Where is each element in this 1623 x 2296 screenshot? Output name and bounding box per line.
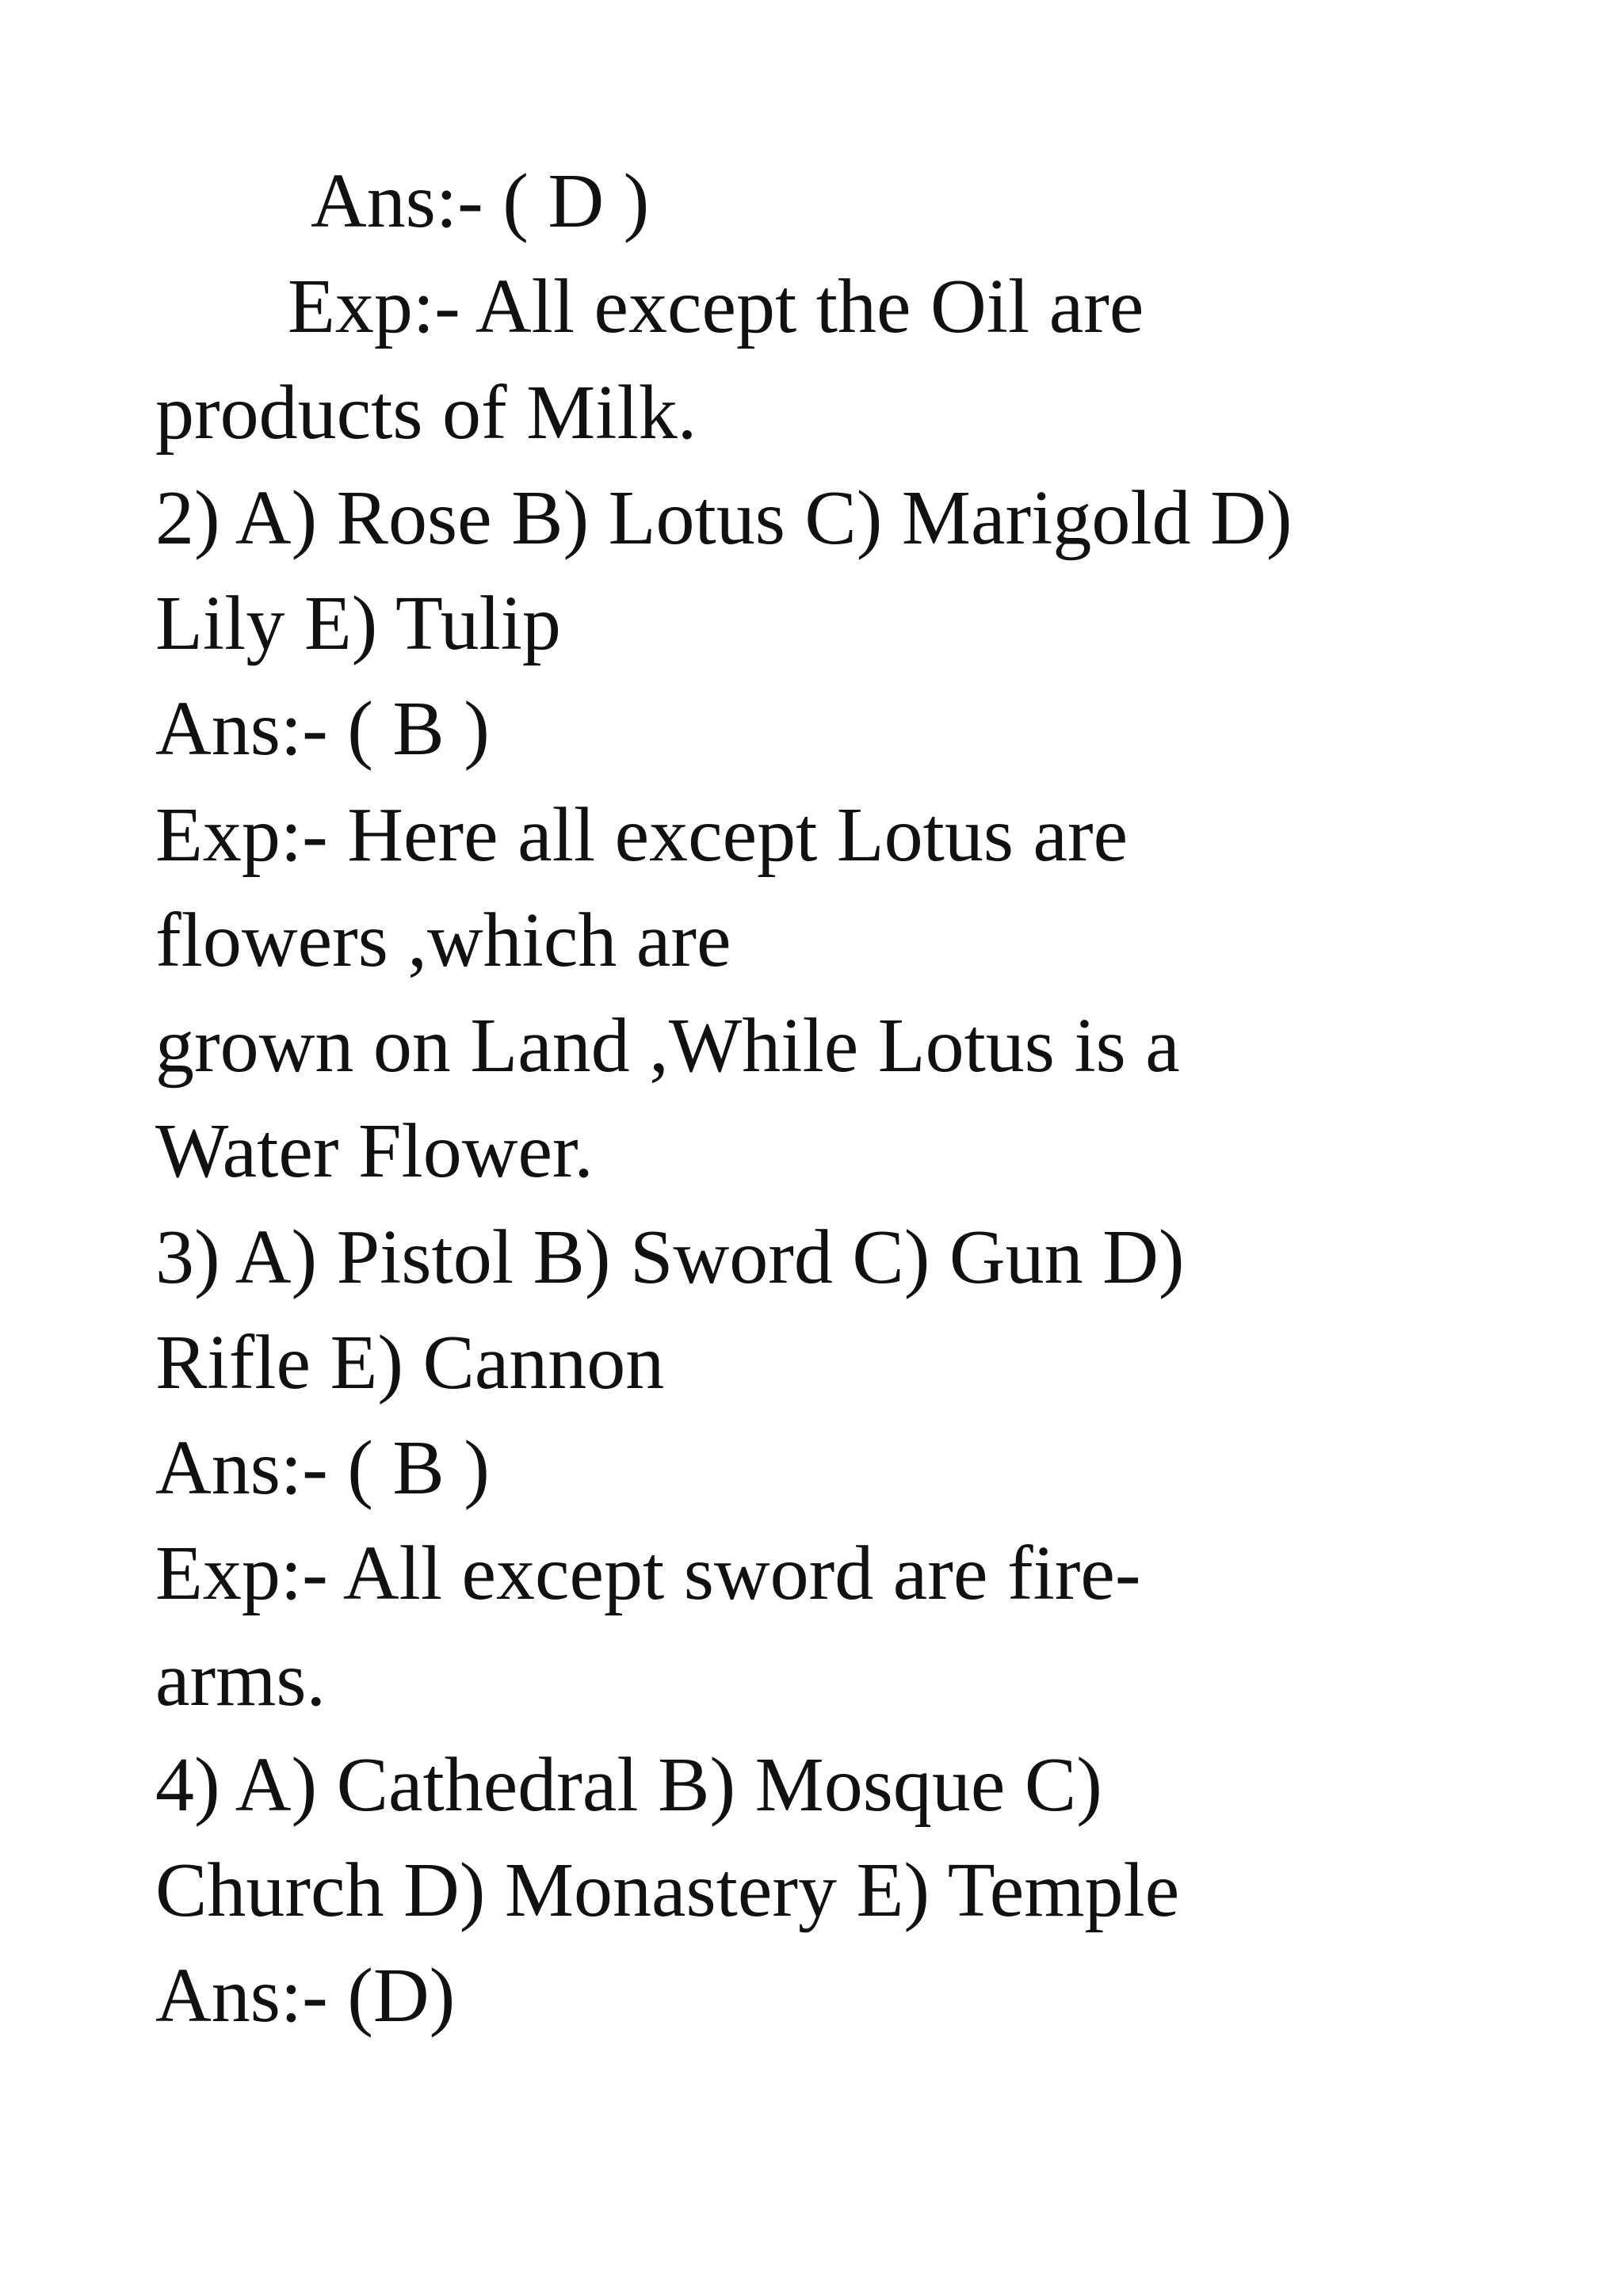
q3-options-line-1: 3) A) Pistol B) Sword C) Gun D)	[155, 1215, 1185, 1300]
q2-answer: Ans:- ( B )	[155, 686, 490, 772]
q2-explanation-line-3: grown on Land ,While Lotus is a	[155, 1003, 1180, 1089]
q3-explanation-line-1: Exp:- All except sword are fire-	[155, 1531, 1141, 1616]
q4-answer: Ans:- (D)	[155, 1953, 456, 2039]
q1-explanation-line-2: products of Milk.	[155, 370, 697, 456]
q1-explanation-line-1: Exp:- All except the Oil are	[288, 264, 1144, 349]
q3-options-line-2: Rifle E) Cannon	[155, 1320, 665, 1405]
q2-options-line-1: 2) A) Rose B) Lotus C) Marigold D)	[155, 475, 1293, 561]
q2-explanation-line-1: Exp:- Here all except Lotus are	[155, 792, 1128, 878]
q2-options-line-2: Lily E) Tulip	[155, 581, 561, 666]
q4-options-line-1: 4) A) Cathedral B) Mosque C)	[155, 1742, 1102, 1828]
q3-answer: Ans:- ( B )	[155, 1425, 490, 1511]
q2-explanation-line-4: Water Flower.	[155, 1108, 594, 1194]
q3-explanation-line-2: arms.	[155, 1637, 326, 1722]
q4-options-line-2: Church D) Monastery E) Temple	[155, 1848, 1180, 1933]
q2-explanation-line-2: flowers ,which are	[155, 898, 731, 983]
q1-answer: Ans:- ( D )	[311, 158, 650, 244]
